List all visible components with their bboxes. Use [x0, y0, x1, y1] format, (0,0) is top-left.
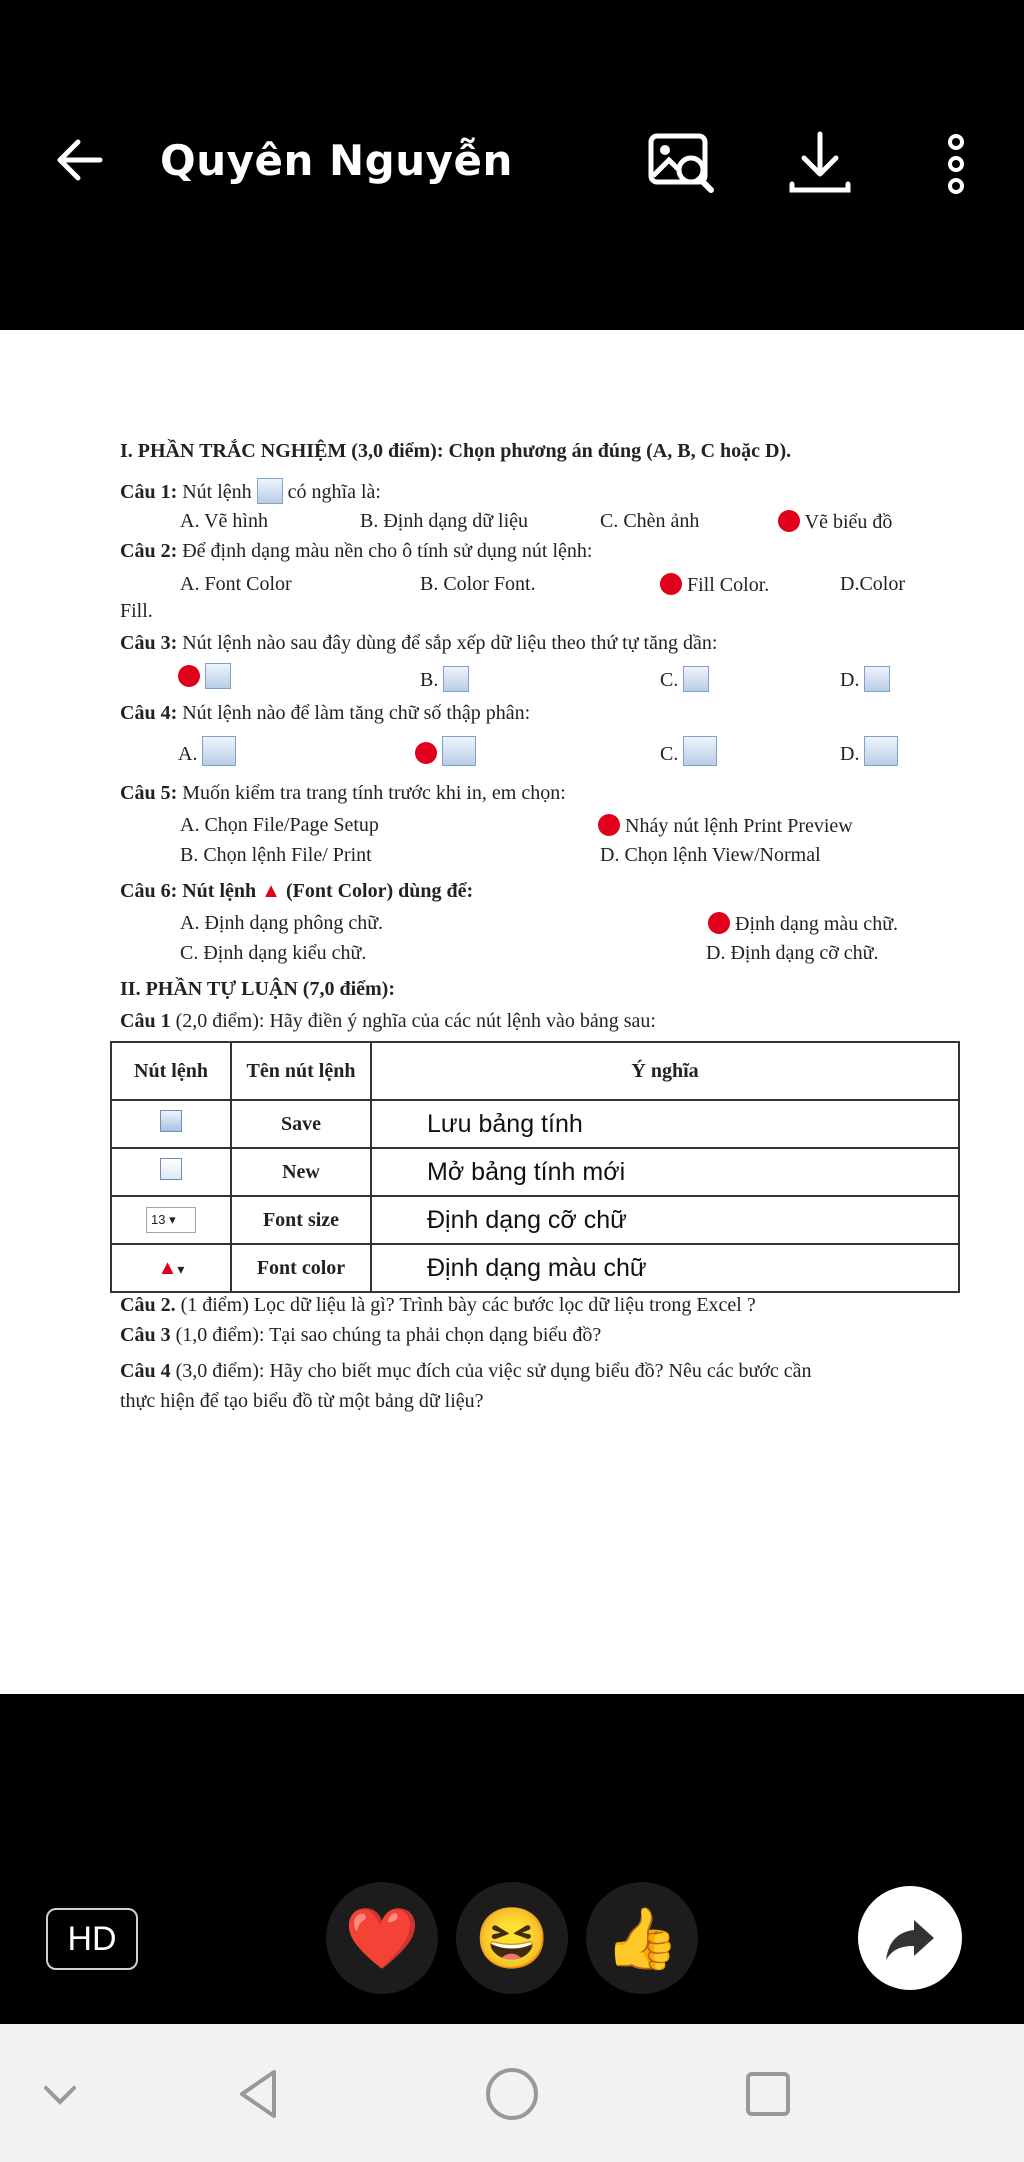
- system-navigation-bar: [0, 2024, 1024, 2162]
- share-button[interactable]: [858, 1886, 962, 1990]
- option-b: B. Color Font.: [420, 573, 536, 595]
- table-cell: Font size: [231, 1196, 371, 1244]
- toolbar-button-icon: [683, 736, 717, 766]
- increase-decimal-icon: [442, 736, 476, 766]
- table-cell: Save: [231, 1100, 371, 1148]
- option-b: [420, 666, 469, 692]
- option-text: A.: [178, 743, 198, 765]
- document-image[interactable]: [0, 330, 1024, 1694]
- question-4: [120, 702, 530, 725]
- question-text: (1 điểm) Lọc dữ liệu là gì? Trình bày các bước lọc dữ liệu trong Excel ?: [180, 1294, 756, 1316]
- table-cell: Font color: [231, 1244, 371, 1292]
- question-text: có nghĩa là:: [287, 481, 381, 503]
- question-6: [120, 880, 473, 903]
- question-label: Câu 3:: [120, 632, 178, 654]
- option-text: C.: [660, 743, 679, 765]
- save-icon: [160, 1110, 182, 1132]
- option-a: A. Định dạng phông chữ.: [180, 912, 384, 934]
- table-cell: Định dạng cỡ chữ: [371, 1196, 959, 1244]
- table-cell: Lưu bảng tính: [371, 1100, 959, 1148]
- font-size-value: 13: [151, 1212, 166, 1227]
- option-d: D. Chọn lệnh View/Normal: [600, 844, 821, 866]
- option-c: [660, 666, 709, 692]
- table-cell: [111, 1148, 231, 1196]
- conversation-title: Quyên Nguyễn: [160, 136, 513, 185]
- sort-ascending-icon: [205, 663, 231, 689]
- option-a: A. Chọn File/Page Setup: [180, 814, 379, 836]
- download-icon[interactable]: [784, 128, 856, 200]
- answer-mark-icon: [598, 814, 620, 836]
- hd-toggle-button[interactable]: HD: [46, 1908, 138, 1970]
- nav-recents-icon[interactable]: [738, 2064, 798, 2124]
- answer-mark-icon: [178, 665, 200, 687]
- question-label: Câu 5:: [120, 782, 178, 804]
- question-text: Nút lệnh nào để làm tăng chữ số thập phân:: [182, 702, 531, 724]
- option-c-selected: [660, 573, 769, 597]
- answer-mark-icon: [778, 510, 800, 532]
- question-label: Câu 2:: [120, 540, 178, 562]
- format-painter-icon: [443, 666, 469, 692]
- table-cell: [111, 1100, 231, 1148]
- nav-home-icon[interactable]: [482, 2064, 542, 2124]
- option-text: Nháy nút lệnh Print Preview: [625, 815, 853, 837]
- back-arrow-icon[interactable]: [50, 130, 110, 190]
- option-d: D.Color: [840, 573, 905, 595]
- nav-back-icon[interactable]: [230, 2064, 290, 2124]
- option-b: B. Định dạng dữ liệu: [360, 510, 529, 532]
- heart-reaction-button[interactable]: ❤️: [326, 1882, 438, 1994]
- essay-question-1: [120, 1010, 656, 1033]
- question-text: (2,0 điểm): Hãy điền ý nghĩa của các nút lệnh vào bảng sau:: [175, 1010, 656, 1032]
- option-d: [840, 736, 898, 766]
- option-text: D.: [840, 743, 860, 765]
- table-row: [111, 1196, 959, 1244]
- font-color-icon: ▲: [261, 880, 281, 902]
- question-text: (Font Color) dùng để:: [285, 880, 474, 902]
- question-label: Câu 4:: [120, 702, 178, 724]
- dropdown-icon: ▾: [169, 1212, 176, 1227]
- option-a-selected: [178, 663, 231, 689]
- essay-question-4-continued: thực hiện để tạo biểu đồ từ một bảng dữ liệu?: [120, 1390, 484, 1412]
- laugh-reaction-button[interactable]: 😆: [456, 1882, 568, 1994]
- answer-mark-icon: [708, 912, 730, 934]
- option-c: C. Định dạng kiểu chữ.: [180, 942, 367, 964]
- toolbar-button-icon: [864, 736, 898, 766]
- table-row: [111, 1244, 959, 1292]
- essay-question-2: [120, 1294, 756, 1317]
- essay-question-4: [120, 1360, 812, 1383]
- answer-mark-icon: [660, 573, 682, 595]
- table-row: [111, 1148, 959, 1196]
- option-b-selected: [415, 736, 476, 766]
- table-row: [111, 1100, 959, 1148]
- question-label: Câu 1: [120, 1010, 171, 1032]
- table-header-row: [111, 1042, 959, 1100]
- question-text: (1,0 điểm): Tại sao chúng ta phải chọn dạng biểu đồ?: [175, 1324, 602, 1346]
- like-reaction-button[interactable]: 👍: [586, 1882, 698, 1994]
- question-label: Câu 2.: [120, 1294, 176, 1316]
- question-label: Câu 6: Nút lệnh: [120, 880, 257, 902]
- option-b-selected: [598, 814, 853, 838]
- option-text: C.: [660, 669, 679, 691]
- question-2: [120, 540, 592, 563]
- table-cell: Định dạng màu chữ: [371, 1244, 959, 1292]
- merge-center-icon: [864, 666, 890, 692]
- table-cell: [111, 1244, 231, 1292]
- question-text: Nút lệnh: [182, 481, 252, 503]
- share-arrow-icon: [880, 1908, 940, 1968]
- table-cell: [111, 1196, 231, 1244]
- table-cell: New: [231, 1148, 371, 1196]
- option-text: D.: [840, 669, 860, 691]
- question-text: Muốn kiểm tra trang tính trước khi in, em chọn:: [182, 782, 566, 804]
- dropdown-icon: ▾: [177, 1262, 185, 1278]
- option-c: C. Chèn ảnh: [600, 510, 700, 532]
- part1-heading: I. PHẦN TRẮC NGHIỆM (3,0 điểm): Chọn phương án đúng (A, B, C hoặc D).: [120, 440, 792, 462]
- question-text: Để định dạng màu nền cho ô tính sử dụng nút lệnh:: [182, 540, 593, 562]
- option-a: [178, 736, 236, 766]
- table-header: Ý nghĩa: [371, 1042, 959, 1100]
- option-a: A. Vẽ hình: [180, 510, 268, 532]
- question-label: Câu 3: [120, 1324, 171, 1346]
- essay-question-3: [120, 1324, 601, 1347]
- font-color-icon: ▲: [157, 1256, 178, 1279]
- option-d-continued: Fill.: [120, 600, 153, 622]
- font-size-box: [146, 1207, 196, 1233]
- option-text: Vẽ biểu đồ: [804, 511, 893, 533]
- question-text: (3,0 điểm): Hãy cho biết mục đích của việc sử dụng biểu đồ? Nêu các bước cần: [175, 1360, 812, 1382]
- option-a: A. Font Color: [180, 573, 292, 595]
- option-text: Định dạng màu chữ.: [735, 913, 899, 935]
- answer-mark-icon: [415, 742, 437, 764]
- chart-wizard-icon: [257, 478, 283, 504]
- toolbar-button-icon: [202, 736, 236, 766]
- question-label: Câu 4: [120, 1360, 171, 1382]
- chevron-down-icon[interactable]: [30, 2064, 90, 2124]
- command-table: [110, 1041, 960, 1293]
- chart-wizard-icon: [683, 666, 709, 692]
- table-header: Nút lệnh: [111, 1042, 231, 1100]
- option-d: D. Định dạng cỡ chữ.: [706, 942, 879, 964]
- question-text: Nút lệnh nào sau đây dùng để sắp xếp dữ liệu theo thứ tự tăng dần:: [182, 632, 718, 654]
- option-text: Fill Color.: [687, 574, 770, 596]
- option-c: B. Chọn lệnh File/ Print: [180, 844, 372, 866]
- option-d: [840, 666, 890, 692]
- top-bar: [0, 0, 1024, 330]
- question-label: Câu 1:: [120, 481, 178, 503]
- option-d-selected: [778, 510, 892, 534]
- table-cell: Mở bảng tính mới: [371, 1148, 959, 1196]
- question-5: [120, 782, 566, 805]
- option-b-selected: [708, 912, 898, 936]
- question-1: [120, 478, 381, 504]
- image-search-icon[interactable]: [645, 128, 717, 200]
- question-3: [120, 632, 717, 655]
- option-c: [660, 736, 717, 766]
- more-options-icon[interactable]: [920, 128, 992, 200]
- option-text: B.: [420, 669, 439, 691]
- part2-heading: II. PHẦN TỰ LUẬN (7,0 điểm):: [120, 978, 395, 1000]
- new-document-icon: [160, 1158, 182, 1180]
- table-header: Tên nút lệnh: [231, 1042, 371, 1100]
